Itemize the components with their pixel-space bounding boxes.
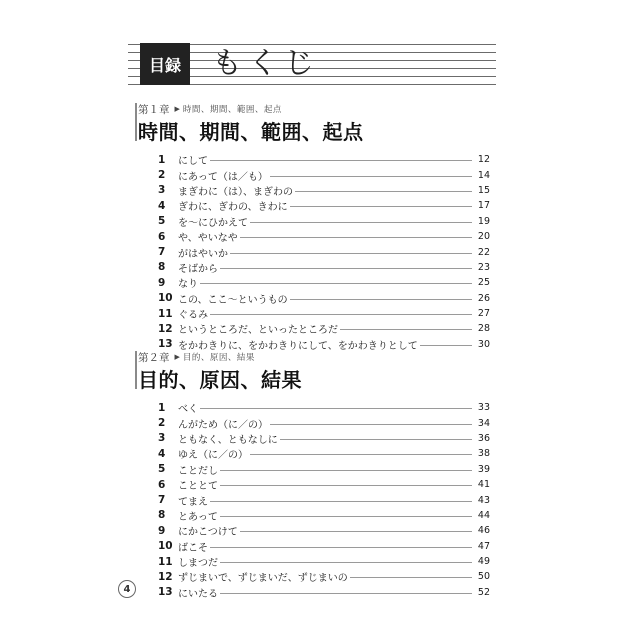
leader-line (270, 424, 472, 425)
toc-entry[interactable] (158, 569, 490, 584)
chapter-1 (138, 103, 490, 352)
toc-entry[interactable] (158, 152, 490, 167)
entry-page: 33 (477, 402, 490, 414)
entry-page: 50 (477, 571, 490, 583)
entry-text: んがため（に／の） (178, 419, 268, 431)
leader-line (240, 237, 472, 238)
entry-text: こととて (178, 481, 218, 493)
chapter-accent-bar (135, 103, 137, 141)
entry-text: とあって (178, 511, 218, 523)
leader-line (210, 160, 472, 161)
entry-page: 26 (477, 292, 490, 304)
entry-text: まぎわに（は）、まぎわの (178, 186, 293, 198)
toc-entry[interactable] (158, 431, 490, 446)
entry-number: 13 (158, 338, 173, 351)
entry-number: 12 (158, 322, 173, 335)
entry-number: 8 (158, 261, 166, 274)
entry-page: 41 (477, 479, 490, 491)
entry-text: ぐるみ (178, 310, 208, 322)
entry-number: 2 (158, 417, 166, 430)
toc-entry[interactable] (158, 306, 490, 321)
leader-line (210, 547, 472, 548)
entry-page: 43 (477, 494, 490, 506)
page-number: 4 (118, 580, 136, 598)
entry-number: 11 (158, 307, 173, 320)
entry-text: なり (178, 279, 198, 291)
header-badge: 目録 (140, 43, 190, 85)
entry-page: 38 (477, 448, 490, 460)
entry-text: べく (178, 404, 198, 416)
leader-line (290, 299, 472, 300)
triangle-icon: ▶ (174, 105, 180, 113)
leader-line (420, 345, 472, 346)
toc-entry[interactable] (158, 275, 490, 290)
entry-number: 7 (158, 246, 166, 259)
entry-text: を〜にひかえて (178, 217, 248, 229)
leader-line (220, 593, 472, 594)
toc-entry[interactable] (158, 462, 490, 477)
entry-text: ばこそ (178, 542, 208, 554)
triangle-icon: ▶ (174, 353, 180, 361)
leader-line (210, 314, 472, 315)
entry-number: 1 (158, 401, 166, 414)
entry-text: がはやいか (178, 248, 228, 260)
leader-line (210, 501, 472, 502)
entry-number: 9 (158, 524, 166, 537)
entry-text: ともなく、ともなしに (178, 434, 278, 446)
entry-page: 15 (477, 184, 490, 196)
chapter-title: 時間、期間、範囲、起点 (138, 120, 364, 144)
entry-number: 1 (158, 153, 166, 166)
entry-text: ずじまいで、ずじまいだ、ずじまいの (178, 573, 348, 585)
entry-text: ゆえ（に／の） (178, 450, 248, 462)
toc-entry[interactable] (158, 508, 490, 523)
entry-number: 5 (158, 463, 166, 476)
entry-page: 22 (477, 246, 490, 258)
leader-line (270, 176, 472, 177)
chapter-2 (138, 351, 490, 600)
entry-page: 25 (477, 277, 490, 289)
leader-line (200, 283, 472, 284)
toc-entry[interactable] (158, 183, 490, 198)
toc-entry[interactable] (158, 214, 490, 229)
entry-number: 2 (158, 169, 166, 182)
entry-text: にあって（は／も） (178, 171, 268, 183)
chapter-accent-bar (135, 351, 137, 389)
chapter-subtitle: 時間、期間、範囲、起点 (182, 105, 282, 115)
entry-number: 4 (158, 199, 166, 212)
entry-page: 49 (477, 556, 490, 568)
entry-text: というところだ、といったところだ (178, 325, 338, 337)
toc-entry[interactable] (158, 229, 490, 244)
toc-entry[interactable] (158, 554, 490, 569)
entry-page: 44 (477, 509, 490, 521)
entry-text: にして (178, 156, 208, 168)
entry-number: 8 (158, 509, 166, 522)
chapter-title: 目的、原因、結果 (138, 368, 302, 392)
leader-line (240, 531, 472, 532)
toc-entry[interactable] (158, 337, 490, 352)
leader-line (350, 577, 472, 578)
entry-page: 23 (477, 261, 490, 273)
toc-entry[interactable] (158, 244, 490, 259)
toc-entry[interactable] (158, 492, 490, 507)
entry-number: 9 (158, 276, 166, 289)
toc-entry[interactable] (158, 260, 490, 275)
toc-entry[interactable] (158, 291, 490, 306)
entry-page: 39 (477, 463, 490, 475)
entry-page: 36 (477, 432, 490, 444)
entry-text: ぎわに、ぎわの、きわに (178, 202, 288, 214)
entry-text: や、やいなや (178, 233, 238, 245)
entry-page: 27 (477, 308, 490, 320)
toc-entry[interactable] (158, 167, 490, 182)
leader-line (230, 253, 472, 254)
entry-number: 3 (158, 432, 166, 445)
leader-line (220, 485, 472, 486)
leader-line (220, 470, 472, 471)
toc-entry[interactable] (158, 321, 490, 336)
entry-text: しまつだ (178, 558, 218, 570)
entry-page: 12 (477, 154, 490, 166)
entry-number: 3 (158, 184, 166, 197)
leader-line (250, 222, 472, 223)
chapter-entries (158, 400, 490, 600)
toc-entry[interactable] (158, 198, 490, 213)
toc-entry[interactable] (158, 523, 490, 538)
toc-entry[interactable] (158, 400, 490, 415)
leader-line (200, 408, 472, 409)
entry-number: 10 (158, 540, 173, 553)
entry-page: 52 (477, 586, 490, 598)
entry-text: をかわきりに、をかわきりにして、をかわきりとして (178, 340, 418, 352)
entry-text: にかこつけて (178, 527, 238, 539)
entry-page: 30 (477, 338, 490, 350)
chapter-label: 第１章 (138, 103, 170, 116)
entry-number: 4 (158, 447, 166, 460)
entry-page: 47 (477, 540, 490, 552)
entry-number: 12 (158, 570, 173, 583)
chapter-entries (158, 152, 490, 352)
entry-number: 6 (158, 478, 166, 491)
chapter-subtitle: 目的、原因、結果 (182, 353, 255, 363)
toc-entry[interactable] (158, 477, 490, 492)
leader-line (220, 268, 472, 269)
entry-page: 19 (477, 215, 490, 227)
entry-number: 7 (158, 494, 166, 507)
entry-page: 14 (477, 169, 490, 181)
entry-number: 5 (158, 215, 166, 228)
leader-line (340, 329, 472, 330)
page-title: もくじ (212, 46, 320, 81)
leader-line (290, 206, 472, 207)
leader-line (295, 191, 472, 192)
entry-text: そばから (178, 263, 218, 275)
toc-entry[interactable] (158, 415, 490, 430)
entry-number: 10 (158, 292, 173, 305)
chapter-label: 第２章 (138, 351, 170, 364)
entry-text: にいたる (178, 588, 218, 600)
entry-number: 11 (158, 555, 173, 568)
entry-number: 6 (158, 230, 166, 243)
toc-entry[interactable] (158, 446, 490, 461)
entry-text: てまえ (178, 496, 208, 508)
leader-line (280, 439, 472, 440)
entry-page: 46 (477, 525, 490, 537)
leader-line (220, 562, 472, 563)
entry-page: 17 (477, 200, 490, 212)
entry-page: 20 (477, 231, 490, 243)
toc-entry[interactable] (158, 585, 490, 600)
entry-number: 13 (158, 586, 173, 599)
entry-text: この、ここ〜というもの (178, 294, 288, 306)
toc-entry[interactable] (158, 539, 490, 554)
leader-line (250, 454, 472, 455)
entry-page: 28 (477, 323, 490, 335)
entry-text: ことだし (178, 465, 218, 477)
entry-page: 34 (477, 417, 490, 429)
leader-line (220, 516, 472, 517)
